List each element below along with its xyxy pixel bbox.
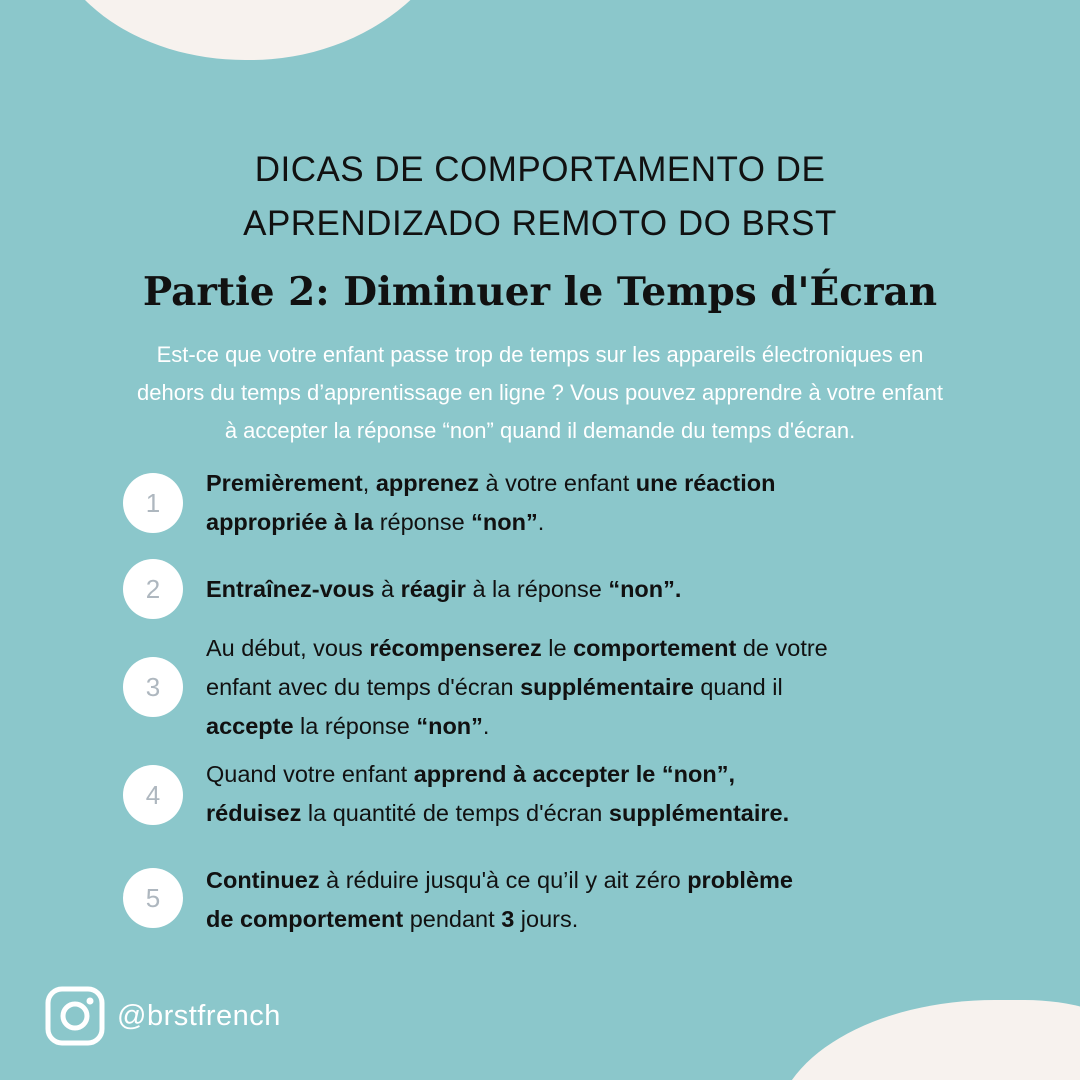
step-text-regular: à réduire jusqu'à ce qu’il y ait zéro <box>319 867 688 893</box>
intro-line: dehors du temps d’apprentissage en ligne ? Vous pouvez apprendre à votre enfant <box>137 380 943 405</box>
step-number-badge: 4 <box>123 765 183 825</box>
step-text-regular: Quand votre enfant <box>206 761 414 787</box>
step-text-bold: réagir <box>400 576 466 602</box>
step-text-bold: “non”. <box>608 576 682 602</box>
header-heading <box>0 143 1080 251</box>
step-text-bold: Premièrement <box>206 470 363 496</box>
step-text-bold: comportement <box>573 635 737 661</box>
step-text-bold: “non” <box>471 509 538 535</box>
step-text <box>206 570 966 609</box>
step-text <box>206 464 966 542</box>
step-text-regular: quand il <box>693 674 783 700</box>
intro-line: Est-ce que votre enfant passe trop de temps sur les appareils électroniques en <box>156 342 924 367</box>
social-handle-row[interactable] <box>45 986 345 1046</box>
step-number-badge: 5 <box>123 868 183 928</box>
step-text-bold: 3 <box>501 906 515 932</box>
page-title: Partie 2: Diminuer le Temps d'Écran <box>142 269 938 315</box>
decorative-blob-bottom <box>775 1000 1080 1080</box>
step-line <box>206 629 966 668</box>
step-text-regular: réponse <box>373 509 472 535</box>
step-line <box>206 464 966 503</box>
decorative-blob-top <box>45 0 470 60</box>
step-text-regular: , <box>362 470 376 496</box>
step-line <box>206 900 966 939</box>
step-text-regular: la quantité de temps d'écran <box>301 800 609 826</box>
step-text-bold: apprenez <box>375 470 479 496</box>
intro-line: à accepter la réponse “non” quand il demande du temps d'écran. <box>224 418 856 443</box>
step-text-regular: de votre <box>736 635 828 661</box>
step-line <box>206 794 966 833</box>
step-text-regular: enfant avec du temps d'écran <box>206 674 521 700</box>
step-text-regular: à <box>374 576 401 602</box>
step-text-regular: . <box>482 713 490 739</box>
step-text <box>206 755 966 833</box>
step-text-regular: . <box>537 509 545 535</box>
step-line <box>206 755 966 794</box>
step-text-bold: réduisez <box>206 800 302 826</box>
step-text-bold: supplémentaire <box>520 674 694 700</box>
step-number-badge: 1 <box>123 473 183 533</box>
instagram-icon[interactable] <box>45 986 105 1046</box>
step-text-bold: Continuez <box>206 867 320 893</box>
step-text-regular: la réponse <box>293 713 417 739</box>
step-line <box>206 861 966 900</box>
step-text-bold: supplémentaire. <box>608 800 790 826</box>
step-text-bold: Entraînez-vous <box>206 576 375 602</box>
heading-line-1: DICAS DE COMPORTAMENTO DE <box>254 150 826 189</box>
step-text-regular: à la réponse <box>465 576 609 602</box>
social-handle[interactable]: @brstfrench <box>117 1000 281 1032</box>
step-text-bold: problème <box>687 867 793 893</box>
step-line <box>206 668 966 707</box>
step-line <box>206 503 966 542</box>
step-text-regular: le <box>541 635 574 661</box>
step-text-bold: “non” <box>416 713 483 739</box>
heading-line-2: APRENDIZADO REMOTO DO BRST <box>243 204 837 243</box>
step-text-bold: de comportement <box>206 906 404 932</box>
step-text-regular: pendant <box>403 906 502 932</box>
step-line <box>206 570 966 609</box>
step-text-regular: Au début, vous <box>206 635 370 661</box>
step-text-bold: appropriée à la <box>206 509 374 535</box>
step-number-badge: 3 <box>123 657 183 717</box>
step-text-regular: à votre enfant <box>478 470 636 496</box>
step-text-regular: jours. <box>514 906 579 932</box>
step-line <box>206 707 966 746</box>
step-text-bold: une réaction <box>635 470 776 496</box>
step-text-bold: apprend à accepter le “non”, <box>413 761 735 787</box>
step-number-badge: 2 <box>123 559 183 619</box>
step-text-bold: accepte <box>206 713 294 739</box>
step-text-bold: récompenserez <box>369 635 542 661</box>
intro-paragraph <box>50 336 1030 450</box>
step-text <box>206 629 966 746</box>
step-text <box>206 861 966 939</box>
